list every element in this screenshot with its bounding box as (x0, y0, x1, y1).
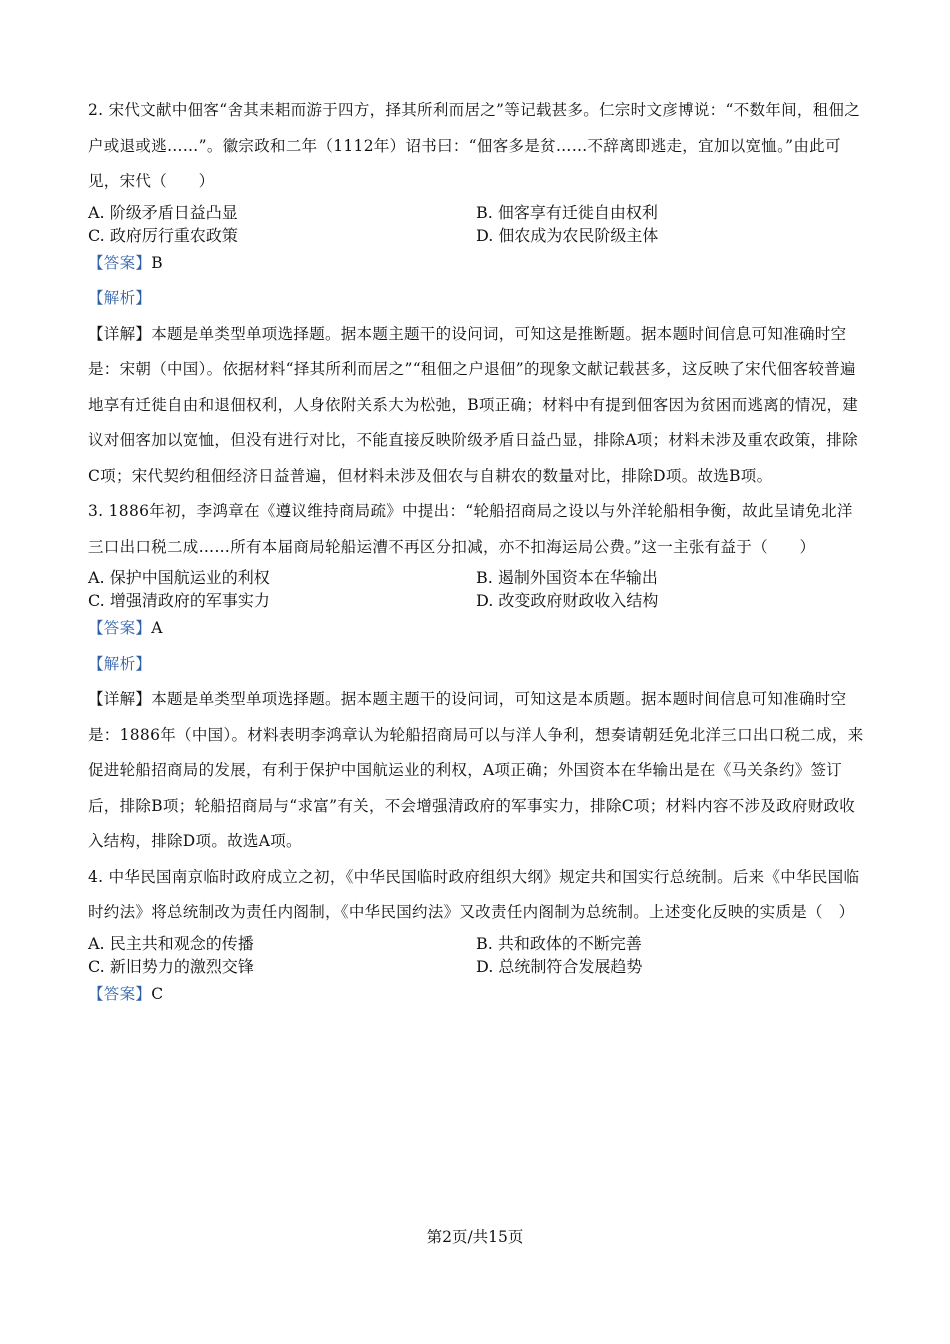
option-row (88, 588, 864, 611)
analysis-line (88, 647, 864, 683)
detail-tag: 【详解】 (88, 690, 152, 708)
question-3 (88, 494, 864, 860)
option-row (88, 565, 864, 588)
analysis-line (88, 281, 864, 317)
detail-text: 本题是单类型单项选择题。据本题主题干的设问词，可知这是推断题。据本题时间信息可知准确时空是：宋朝（中国）。依据材料“择其所利而居之”“租佃之户退佃”的现象文献记载甚多，这反映了宋代佃客较普遍地享有迁徙自由和退佃权利，人身依附关系大为松弛，B项正确；材料中有提到佃客因为贫困而逃离的情况，建议对佃客加以宽恤，但没有进行对比，不能直接反映阶级矛盾日益凸显，排除A项；材料未涉及重农政策，排除C项；宋代契约租佃经济日益普遍，但材料未涉及佃农与自耕农的数量对比，排除D项。故选B项。 (88, 324, 859, 485)
answer-line (88, 246, 864, 282)
option-b: B. 佃客享有迁徙自由权利 (476, 202, 658, 222)
detail-paragraph (88, 682, 864, 860)
detail-text: 本题是单类型单项选择题。据本题主题干的设问词，可知这是本质题。据本题时间信息可知准确时空是：1886年（中国）。材料表明李鸿章认为轮船招商局可以与洋人争利，想奏请朝廷免北洋三口出口税二成，来促进轮船招商局的发展，有利于保护中国航运业的利权，A项正确；外国资本在华输出是在《马关条约》签订后，排除B项；轮船招商局与“求富”有关，不会增强清政府的军事实力，排除C项；材料内容不涉及政府财政收入结构，排除D项。故选A项。 (88, 690, 864, 850)
page-content (88, 93, 864, 1012)
option-a: A. 保护中国航运业的利权 (88, 568, 270, 587)
option-b: B. 遏制外国资本在华输出 (476, 568, 658, 587)
answer-value: A (151, 619, 163, 637)
page-number-footer: 第2页/共15页 (426, 1228, 524, 1246)
detail-paragraph (88, 317, 864, 495)
answer-tag: 【答案】 (88, 619, 152, 637)
option-d: D. 改变政府财政收入结构 (476, 591, 659, 610)
option-a: A. 民主共和观念的传播 (88, 933, 254, 953)
analysis-tag: 【解析】 (88, 654, 152, 673)
question-stem: 2. 宋代文献中佃客“舍其耒耜而游于四方，择其所利而居之”等记载甚多。仁宗时文彦博说：“不数年间，租佃之户或退或逃……”。徽宗政和二年（1112年）诏书曰：“佃客多是贫……不辞离即逃走，宜加以宽恤。”由此可见，宋代（ ） (88, 101, 861, 190)
question-4 (88, 860, 864, 1013)
answer-value: C (151, 984, 164, 1003)
analysis-tag: 【解析】 (88, 289, 152, 307)
option-c: C. 增强清政府的军事实力 (88, 591, 270, 610)
question-2 (88, 93, 864, 494)
option-a: A. 阶级矛盾日益凸显 (88, 202, 238, 222)
option-b: B. 共和政体的不断完善 (476, 933, 642, 953)
answer-value: B (151, 253, 163, 272)
option-c: C. 新旧势力的激烈交锋 (88, 956, 254, 976)
detail-tag: 【详解】 (88, 324, 152, 343)
question-stem: 4. 中华民国南京临时政府成立之初，《中华民国临时政府组织大纲》规定共和国实行总统制。后来《中华民国临时约法》将总统制改为责任内阁制，《中华民国约法》又改责任内阁制为总统制。上述变化反映的实质是（ ） (88, 867, 860, 921)
option-row (88, 200, 864, 223)
answer-line (88, 611, 864, 647)
answer-tag: 【答案】 (88, 253, 152, 272)
option-d: D. 总统制符合发展趋势 (476, 956, 643, 976)
answer-line (88, 977, 864, 1013)
option-row (88, 931, 864, 954)
question-stem: 3. 1886年初，李鸿章在《遵议维持商局疏》中提出：“轮船招商局之设以与外洋轮船相争衡，故此呈请免北洋三口出口税二成……所有本届商局轮船运漕不再区分扣减，亦不扣海运局公费。”这一主张有益于（ ） (88, 502, 853, 556)
option-row (88, 223, 864, 246)
answer-tag: 【答案】 (88, 984, 152, 1003)
option-row (88, 954, 864, 977)
option-d: D. 佃农成为农民阶级主体 (476, 225, 659, 245)
option-c: C. 政府厉行重农政策 (88, 225, 238, 245)
